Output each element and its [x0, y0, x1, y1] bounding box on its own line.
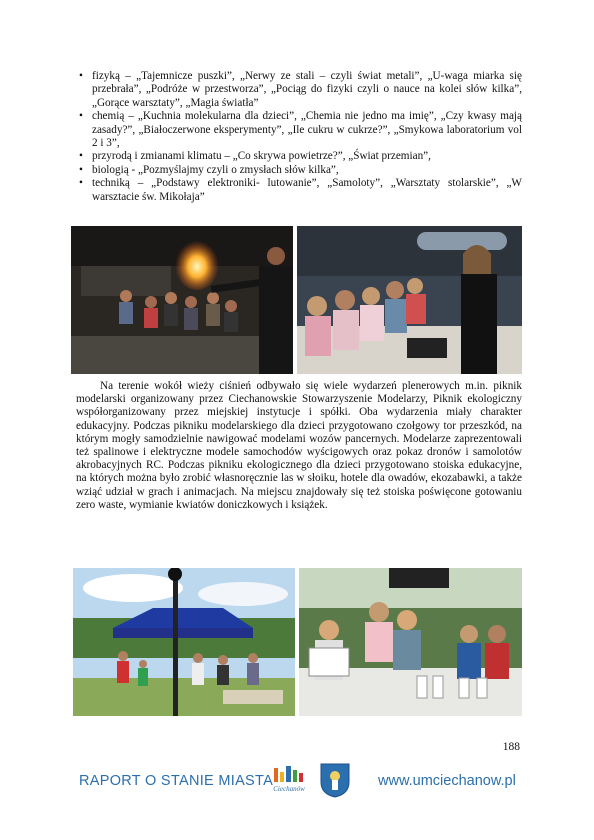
list-item: • biologią - „Pozmyślajmy czyli o zmysłach słów kilka”, [79, 163, 339, 176]
city-logo [268, 764, 310, 794]
svg-text:Ciechanów: Ciechanów [273, 785, 305, 793]
list-item: • techniką – „Podstawy elektroniki- lutowanie”, „Samoloty”, „Warsztaty stolarskie”, „W warsztacie św. Mikołaja” [79, 177, 522, 203]
footer-url[interactable]: www.umciechanow.pl [378, 773, 516, 789]
list-item: • fizyką – „Tajemnicze puszki”, „Nerwy ze stali – czyli świat metali”, „U-waga miarka się przebrała”, „Podróże w przestworza”, „Pociąg do fizyki czyli o nauce na kolei słów kilka”, „Gorące warsztaty”, „Magia światła” [79, 70, 522, 109]
photo-eco-stand [299, 568, 522, 716]
footer [0, 760, 594, 800]
footer-title: RAPORT O STANIE MIASTA [79, 773, 274, 789]
bullet-icon: • [79, 70, 83, 82]
activity-list [76, 70, 522, 204]
list-item: • chemią – „Kuchnia molekularna dla dzieci”, „Chemia nie jedno ma imię”, „Czy kwasy mają zasady?”, „Białoczerwone eksperymenty”, „Ile cukru w cukrze?”, „Smykowa laboratorium vol 2 i 3”, [79, 110, 522, 150]
page-number: 188 [502, 741, 520, 753]
bullet-icon: • [79, 177, 83, 190]
list-item: • przyrodą i zmianami klimatu – „Co skrywa powietrze?”, „Świat przemian”, [79, 150, 431, 163]
bullet-icon: • [79, 110, 83, 123]
photo-outdoor-picnic [73, 568, 295, 716]
body-paragraph: Na terenie wokół wieży ciśnień odbywało się wiele wydarzeń plenerowych m.in. piknik modelarski organizowany przez Ciechanowskie Stowarzyszenie Modelarzy, Piknik ekologiczny współorganizowany przez miejskiej instytucje i spółki. Oba wydarzenia miały charakter edukacyjny. Podczas pikniku modelarskiego dla dzieci przygotowano czołgowy tor przeszkód, na którym mogły samodzielnie nawigować modelami wozów pancernych. Modelarze zaprezentowali też spalinowe i elektryczne modele samochodów wyścigowych oraz pokaz dronów i samolotów akrobacyjnych RC. Podczas pikniku ekologicznego dla dzieci przygotowano stoiska edukacyjne, na których można było zrobić własnoręcznie las w słoiku, hotele dla owadów, ekozabawki, a także wziąć udział w grach i animacjach. Na miejscu znajdowały się też stoiska poświęcone gotowaniu zero waste, wymianie kwiatów doniczkowych i książek. [76, 380, 522, 511]
photo-chemistry-lab [297, 226, 522, 374]
photo-fire-experiment [71, 226, 293, 374]
coat-of-arms-icon [319, 762, 351, 798]
bullet-icon: • [79, 163, 83, 176]
bullet-icon: • [79, 150, 83, 163]
